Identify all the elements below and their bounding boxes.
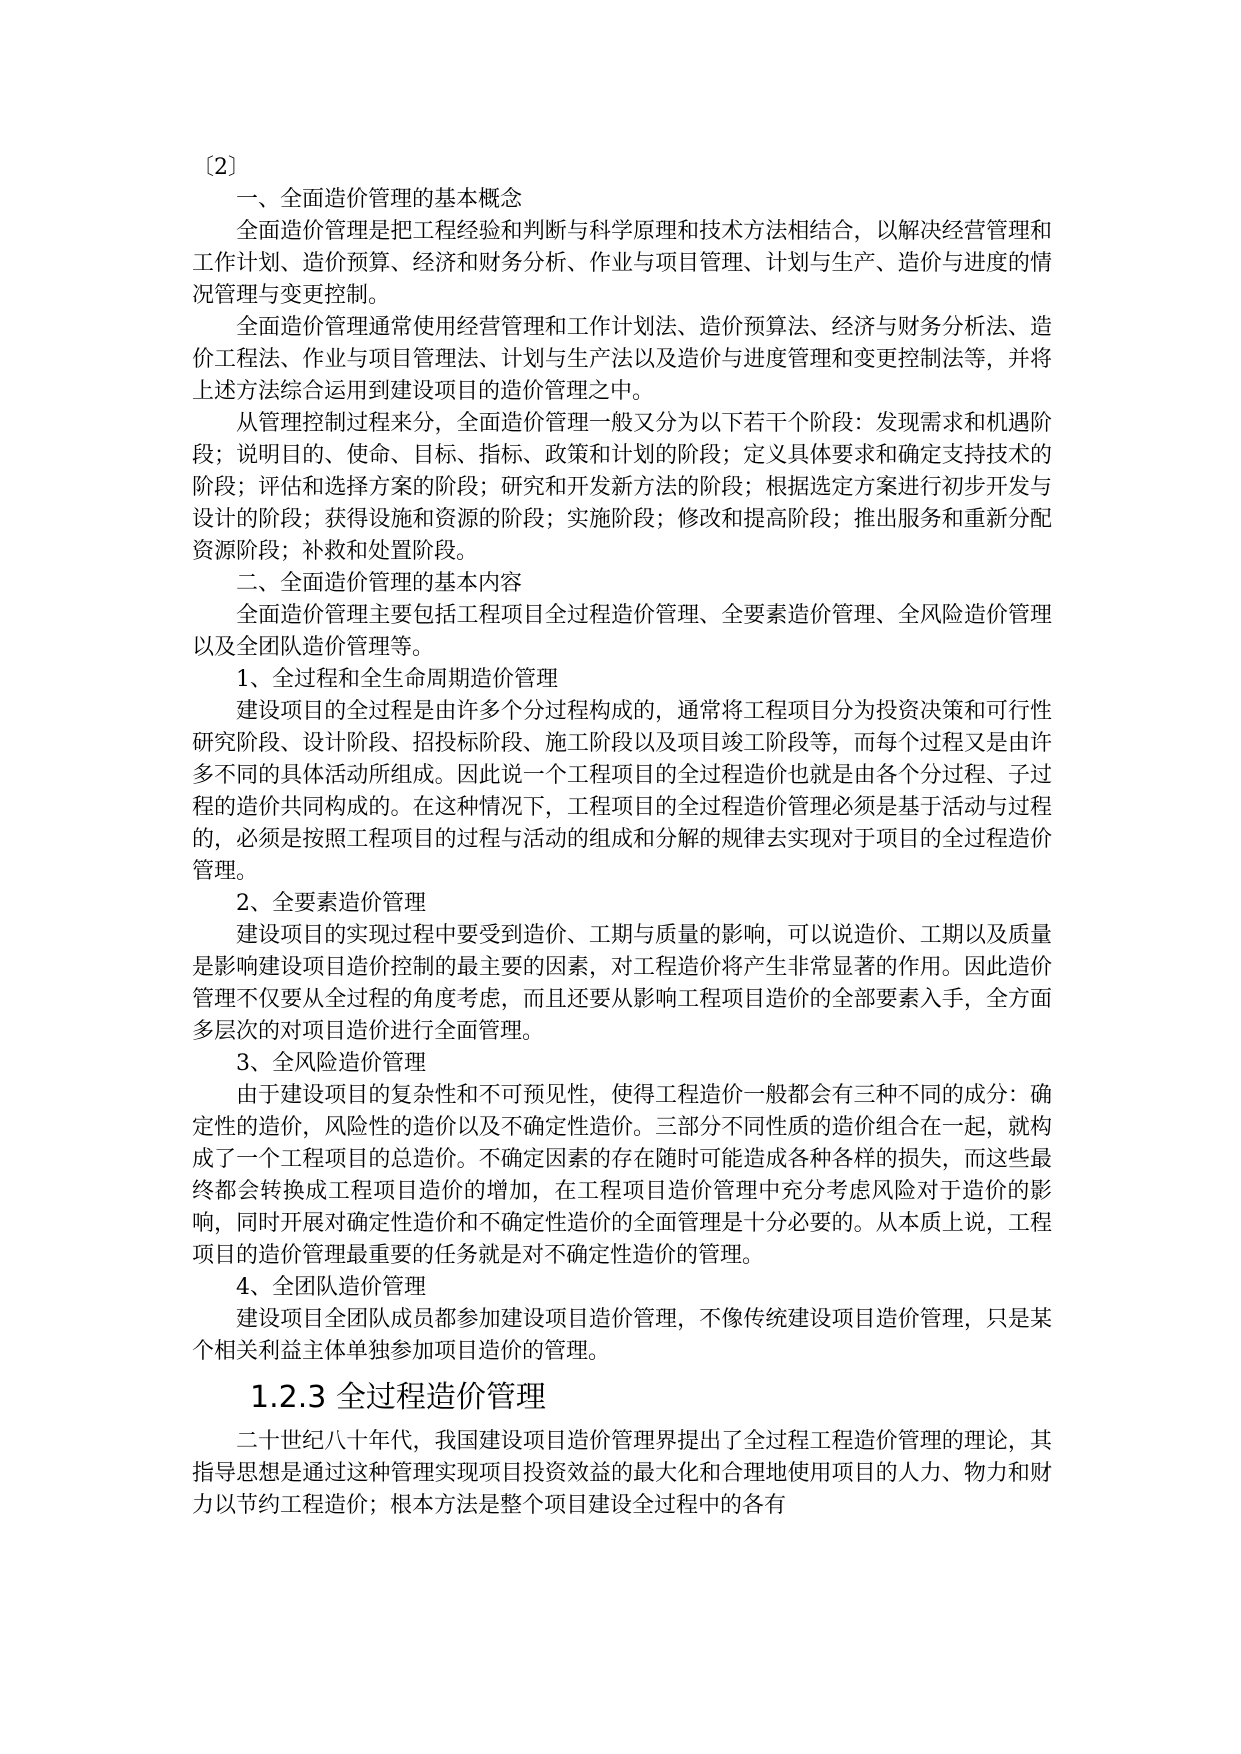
paragraph: 从管理控制过程来分，全面造价管理一般又分为以下若干个阶段：发现需求和机遇阶段；说明目的、使命、目标、指标、政策和计划的阶段；定义具体要求和确定支持技术的阶段；评估和选择方案的阶段；研究和开发新方法的阶段；根据选定方案进行初步开发与设计的阶段；获得设施和资源的阶段；实施阶段；修改和提高阶段；推出服务和重新分配资源阶段；补救和处置阶段。 [192, 411, 1052, 564]
paragraph: 全面造价管理通常使用经营管理和工作计划法、造价预算法、经济与财务分析法、造价工程法、作业与项目管理法、计划与生产法以及造价与进度管理和变更控制法等，并将上述方法综合运用到建设项目的造价管理之中。 [192, 315, 1052, 404]
heading-full-process: 1、全过程和全生命周期造价管理 [236, 667, 558, 692]
paragraph: 建设项目全团队成员都参加建设项目造价管理，不像传统建设项目造价管理，只是某个相关利益主体单独参加项目造价的管理。 [192, 1307, 1052, 1364]
paragraph: 全面造价管理是把工程经验和判断与科学原理和技术方法相结合，以解决经营管理和工作计划、造价预算、经济和财务分析、作业与项目管理、计划与生产、造价与进度的情况管理与变更控制。 [192, 219, 1052, 308]
section-title: 1.2.3 全过程造价管理 [250, 1380, 546, 1415]
list-marker: 〔2〕 [192, 155, 250, 180]
paragraph: 建设项目的实现过程中要受到造价、工期与质量的影响，可以说造价、工期以及质量是影响建设项目造价控制的最主要的因素，对工程造价将产生非常显著的作用。因此造价管理不仅要从全过程的角度考虑，而且还要从影响工程项目造价的全部要素入手，全方面多层次的对项目造价进行全面管理。 [192, 923, 1052, 1044]
paragraph: 全面造价管理主要包括工程项目全过程造价管理、全要素造价管理、全风险造价管理以及全团队造价管理等。 [192, 603, 1052, 660]
document-page [192, 152, 1052, 1522]
paragraph: 二十世纪八十年代，我国建设项目造价管理界提出了全过程工程造价管理的理论，其指导思想是通过这种管理实现项目投资效益的最大化和合理地使用项目的人力、物力和财力以节约工程造价；根本方法是整个项目建设全过程中的各有 [192, 1429, 1052, 1518]
paragraph: 建设项目的全过程是由许多个分过程构成的，通常将工程项目分为投资决策和可行性研究阶段、设计阶段、招投标阶段、施工阶段以及项目竣工阶段等，而每个过程又是由许多不同的具体活动所组成。因此说一个工程项目的全过程造价也就是由各个分过程、子过程的造价共同构成的。在这种情况下，工程项目的全过程造价管理必须是基于活动与过程的，必须是按照工程项目的过程与活动的组成和分解的规律去实现对于项目的全过程造价管理。 [192, 699, 1052, 884]
heading-full-risk: 3、全风险造价管理 [236, 1051, 426, 1076]
heading-basic-content: 二、全面造价管理的基本内容 [236, 571, 523, 596]
heading-all-elements: 2、全要素造价管理 [236, 891, 426, 916]
heading-full-team: 4、全团队造价管理 [236, 1275, 426, 1300]
paragraph: 由于建设项目的复杂性和不可预见性，使得工程造价一般都会有三种不同的成分：确定性的造价，风险性的造价以及不确定性造价。三部分不同性质的造价组合在一起，就构成了一个工程项目的总造价。不确定因素的存在随时可能造成各种各样的损失，而这些最终都会转换成工程项目造价的增加，在工程项目造价管理中充分考虑风险对于造价的影响，同时开展对确定性造价和不确定性造价的全面管理是十分必要的。从本质上说，工程项目的造价管理最重要的任务就是对不确定性造价的管理。 [192, 1083, 1052, 1268]
heading-basic-concept: 一、全面造价管理的基本概念 [236, 187, 523, 212]
